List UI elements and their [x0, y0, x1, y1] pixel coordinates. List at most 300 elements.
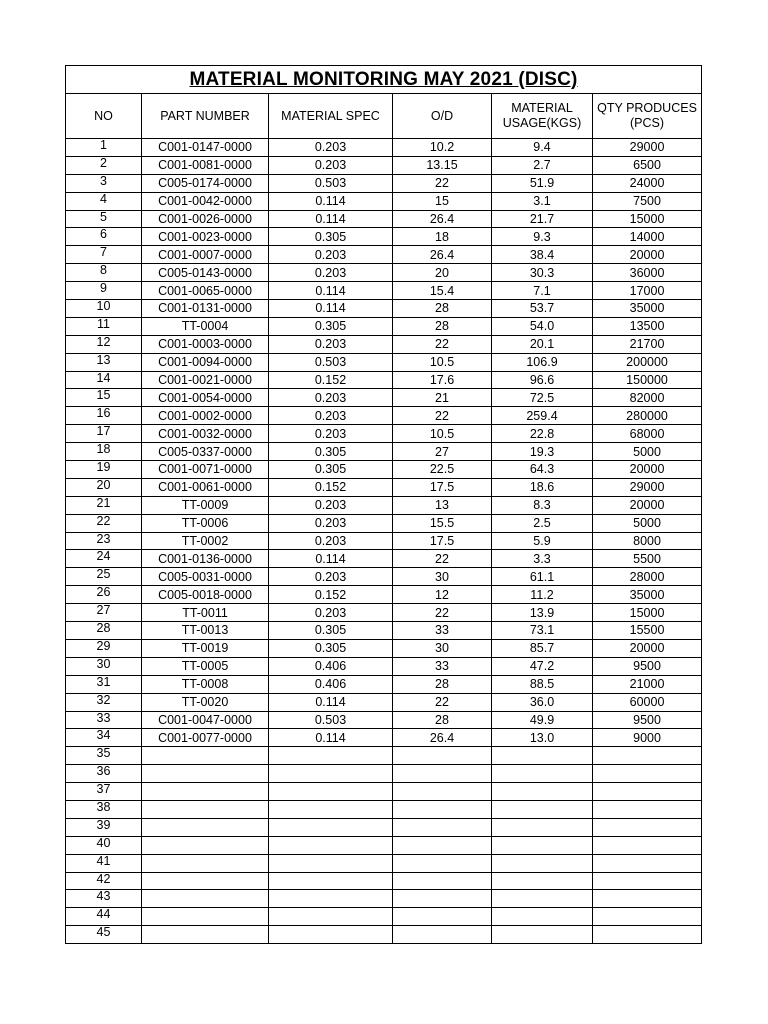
cell-material-usage: 36.0: [492, 693, 593, 711]
table-row: [66, 282, 702, 300]
cell-od: 21: [393, 389, 492, 407]
cell-no: 35: [66, 747, 142, 765]
cell-no: 20: [66, 478, 142, 496]
cell-part-number: C001-0065-0000: [142, 282, 269, 300]
cell-od: 26.4: [393, 729, 492, 747]
cell-material-spec: 0.114: [269, 192, 393, 210]
cell-material-usage: [492, 872, 593, 890]
table-row: [66, 800, 702, 818]
cell-od: 33: [393, 657, 492, 675]
cell-od: 22: [393, 174, 492, 192]
cell-qty-produces: 28000: [593, 568, 702, 586]
cell-qty-produces: 20000: [593, 461, 702, 479]
cell-part-number: [142, 747, 269, 765]
cell-material-spec: [269, 765, 393, 783]
cell-part-number: [142, 818, 269, 836]
table-row: [66, 246, 702, 264]
cell-no: 15: [66, 389, 142, 407]
cell-material-usage: 21.7: [492, 210, 593, 228]
cell-part-number: C001-0007-0000: [142, 246, 269, 264]
cell-material-spec: 0.203: [269, 425, 393, 443]
cell-material-usage: 106.9: [492, 353, 593, 371]
table-row: [66, 550, 702, 568]
cell-material-usage: 73.1: [492, 622, 593, 640]
cell-material-usage: 3.1: [492, 192, 593, 210]
cell-material-usage: 30.3: [492, 264, 593, 282]
cell-material-usage: 53.7: [492, 300, 593, 318]
cell-qty-produces: 150000: [593, 371, 702, 389]
table-row: [66, 711, 702, 729]
cell-od: [393, 890, 492, 908]
cell-qty-produces: 82000: [593, 389, 702, 407]
header-row: [66, 94, 702, 139]
cell-qty-produces: 29000: [593, 139, 702, 157]
cell-od: 27: [393, 443, 492, 461]
cell-qty-produces: 20000: [593, 639, 702, 657]
cell-material-usage: [492, 908, 593, 926]
cell-no: 26: [66, 586, 142, 604]
cell-material-spec: 0.203: [269, 407, 393, 425]
table-row: [66, 478, 702, 496]
cell-qty-produces: 13500: [593, 317, 702, 335]
cell-material-usage: 2.7: [492, 156, 593, 174]
table-row: [66, 622, 702, 640]
cell-no: 5: [66, 210, 142, 228]
cell-material-spec: 0.203: [269, 246, 393, 264]
cell-od: 30: [393, 568, 492, 586]
cell-material-spec: 0.203: [269, 514, 393, 532]
cell-part-number: C001-0026-0000: [142, 210, 269, 228]
cell-qty-produces: [593, 926, 702, 944]
cell-no: 11: [66, 317, 142, 335]
title-row: [66, 66, 702, 94]
cell-qty-produces: [593, 908, 702, 926]
table-row: [66, 765, 702, 783]
cell-no: 29: [66, 639, 142, 657]
table-row: [66, 532, 702, 550]
table-row: [66, 228, 702, 246]
cell-part-number: [142, 872, 269, 890]
cell-material-usage: 22.8: [492, 425, 593, 443]
cell-od: 13: [393, 496, 492, 514]
cell-part-number: TT-0008: [142, 675, 269, 693]
cell-no: 44: [66, 908, 142, 926]
cell-od: 22: [393, 407, 492, 425]
cell-part-number: C001-0071-0000: [142, 461, 269, 479]
table-row: [66, 389, 702, 407]
table-row: [66, 174, 702, 192]
table-row: [66, 371, 702, 389]
cell-qty-produces: 5000: [593, 514, 702, 532]
cell-no: 25: [66, 568, 142, 586]
header-material-usage-line2: USAGE(KGS): [502, 116, 582, 130]
table-row: [66, 818, 702, 836]
cell-qty-produces: 5500: [593, 550, 702, 568]
cell-qty-produces: 9000: [593, 729, 702, 747]
cell-material-spec: 0.203: [269, 264, 393, 282]
cell-no: 32: [66, 693, 142, 711]
cell-material-usage: [492, 783, 593, 801]
cell-part-number: C001-0002-0000: [142, 407, 269, 425]
cell-qty-produces: [593, 890, 702, 908]
cell-part-number: [142, 854, 269, 872]
table-row: [66, 461, 702, 479]
cell-material-spec: [269, 800, 393, 818]
table-body: [66, 139, 702, 944]
cell-material-spec: 0.203: [269, 139, 393, 157]
table-row: [66, 926, 702, 944]
cell-no: 6: [66, 228, 142, 246]
cell-material-usage: [492, 747, 593, 765]
cell-material-usage: 64.3: [492, 461, 593, 479]
cell-no: 31: [66, 675, 142, 693]
cell-part-number: TT-0002: [142, 532, 269, 550]
table-row: [66, 156, 702, 174]
cell-qty-produces: 20000: [593, 496, 702, 514]
cell-od: 10.5: [393, 425, 492, 443]
cell-material-spec: 0.114: [269, 210, 393, 228]
cell-material-usage: 7.1: [492, 282, 593, 300]
cell-no: 7: [66, 246, 142, 264]
cell-od: 28: [393, 300, 492, 318]
cell-material-spec: [269, 854, 393, 872]
cell-part-number: C001-0081-0000: [142, 156, 269, 174]
cell-material-spec: 0.114: [269, 729, 393, 747]
table-row: [66, 854, 702, 872]
cell-material-spec: 0.406: [269, 657, 393, 675]
cell-no: 28: [66, 622, 142, 640]
cell-material-usage: [492, 926, 593, 944]
cell-no: 19: [66, 461, 142, 479]
cell-no: 23: [66, 532, 142, 550]
cell-qty-produces: [593, 836, 702, 854]
cell-part-number: C001-0023-0000: [142, 228, 269, 246]
table-row: [66, 675, 702, 693]
cell-material-spec: 0.305: [269, 228, 393, 246]
cell-material-usage: [492, 854, 593, 872]
cell-material-usage: 5.9: [492, 532, 593, 550]
cell-part-number: TT-0020: [142, 693, 269, 711]
cell-no: 41: [66, 854, 142, 872]
cell-material-spec: 0.152: [269, 478, 393, 496]
cell-material-spec: 0.203: [269, 389, 393, 407]
cell-qty-produces: 21700: [593, 335, 702, 353]
cell-material-usage: 96.6: [492, 371, 593, 389]
header-qty-produces-line2: (PCS): [630, 116, 665, 130]
cell-no: 13: [66, 353, 142, 371]
cell-qty-produces: 7500: [593, 192, 702, 210]
cell-material-usage: 2.5: [492, 514, 593, 532]
cell-material-spec: [269, 818, 393, 836]
cell-part-number: C001-0131-0000: [142, 300, 269, 318]
table-row: [66, 890, 702, 908]
cell-no: 38: [66, 800, 142, 818]
table-row: [66, 335, 702, 353]
cell-material-spec: 0.406: [269, 675, 393, 693]
cell-no: 16: [66, 407, 142, 425]
table-row: [66, 747, 702, 765]
cell-part-number: C001-0021-0000: [142, 371, 269, 389]
cell-material-spec: 0.114: [269, 693, 393, 711]
header-no: NO: [66, 94, 142, 139]
cell-part-number: C001-0077-0000: [142, 729, 269, 747]
cell-od: 28: [393, 317, 492, 335]
cell-no: 45: [66, 926, 142, 944]
header-material-usage: [492, 94, 593, 139]
cell-material-usage: 54.0: [492, 317, 593, 335]
cell-no: 1: [66, 139, 142, 157]
cell-part-number: [142, 908, 269, 926]
cell-od: [393, 872, 492, 890]
table-row: [66, 836, 702, 854]
cell-material-usage: 85.7: [492, 639, 593, 657]
cell-part-number: C005-0031-0000: [142, 568, 269, 586]
header-od: O/D: [393, 94, 492, 139]
header-part-number: PART NUMBER: [142, 94, 269, 139]
cell-od: 15.5: [393, 514, 492, 532]
cell-qty-produces: 200000: [593, 353, 702, 371]
cell-qty-produces: 9500: [593, 657, 702, 675]
cell-od: 15.4: [393, 282, 492, 300]
cell-qty-produces: 17000: [593, 282, 702, 300]
cell-qty-produces: 6500: [593, 156, 702, 174]
cell-material-spec: 0.503: [269, 174, 393, 192]
cell-material-usage: 18.6: [492, 478, 593, 496]
cell-material-usage: 19.3: [492, 443, 593, 461]
cell-material-spec: 0.305: [269, 317, 393, 335]
cell-material-spec: 0.203: [269, 568, 393, 586]
cell-part-number: C005-0143-0000: [142, 264, 269, 282]
cell-part-number: TT-0004: [142, 317, 269, 335]
cell-part-number: [142, 765, 269, 783]
cell-od: [393, 836, 492, 854]
cell-qty-produces: 29000: [593, 478, 702, 496]
cell-material-usage: 11.2: [492, 586, 593, 604]
cell-no: 42: [66, 872, 142, 890]
cell-part-number: TT-0011: [142, 604, 269, 622]
cell-part-number: C001-0047-0000: [142, 711, 269, 729]
cell-material-spec: [269, 783, 393, 801]
cell-material-spec: [269, 908, 393, 926]
table-row: [66, 657, 702, 675]
cell-part-number: C001-0042-0000: [142, 192, 269, 210]
cell-qty-produces: 8000: [593, 532, 702, 550]
cell-material-spec: 0.305: [269, 639, 393, 657]
cell-material-usage: 20.1: [492, 335, 593, 353]
table-row: [66, 639, 702, 657]
cell-material-spec: [269, 890, 393, 908]
cell-od: [393, 765, 492, 783]
cell-no: 30: [66, 657, 142, 675]
cell-no: 17: [66, 425, 142, 443]
table-row: [66, 604, 702, 622]
cell-no: 33: [66, 711, 142, 729]
table-row: [66, 514, 702, 532]
cell-qty-produces: 280000: [593, 407, 702, 425]
cell-qty-produces: 24000: [593, 174, 702, 192]
cell-no: 2: [66, 156, 142, 174]
cell-od: 12: [393, 586, 492, 604]
cell-material-spec: 0.203: [269, 604, 393, 622]
cell-part-number: [142, 890, 269, 908]
cell-material-spec: 0.305: [269, 443, 393, 461]
cell-part-number: TT-0019: [142, 639, 269, 657]
cell-od: 22: [393, 604, 492, 622]
cell-od: 20: [393, 264, 492, 282]
cell-material-spec: 0.305: [269, 461, 393, 479]
cell-part-number: TT-0013: [142, 622, 269, 640]
cell-od: 28: [393, 675, 492, 693]
cell-no: 27: [66, 604, 142, 622]
cell-od: [393, 818, 492, 836]
cell-no: 8: [66, 264, 142, 282]
cell-od: 33: [393, 622, 492, 640]
cell-od: [393, 783, 492, 801]
cell-no: 43: [66, 890, 142, 908]
cell-material-spec: 0.114: [269, 282, 393, 300]
material-monitoring-table: [65, 65, 702, 944]
cell-material-usage: [492, 836, 593, 854]
cell-qty-produces: 60000: [593, 693, 702, 711]
cell-material-spec: 0.152: [269, 371, 393, 389]
sheet-title: MATERIAL MONITORING MAY 2021 (DISC): [66, 66, 702, 94]
cell-material-usage: [492, 890, 593, 908]
header-material-usage-line1: MATERIAL: [511, 101, 573, 115]
cell-qty-produces: [593, 765, 702, 783]
cell-no: 34: [66, 729, 142, 747]
cell-no: 12: [66, 335, 142, 353]
cell-material-usage: 61.1: [492, 568, 593, 586]
cell-part-number: [142, 783, 269, 801]
cell-material-spec: 0.114: [269, 550, 393, 568]
cell-material-usage: 88.5: [492, 675, 593, 693]
cell-material-spec: [269, 747, 393, 765]
cell-qty-produces: 35000: [593, 586, 702, 604]
cell-qty-produces: [593, 872, 702, 890]
table-row: [66, 407, 702, 425]
table-row: [66, 872, 702, 890]
table-row: [66, 353, 702, 371]
cell-od: [393, 747, 492, 765]
cell-material-usage: [492, 800, 593, 818]
table-row: [66, 192, 702, 210]
cell-part-number: C005-0174-0000: [142, 174, 269, 192]
cell-material-usage: 72.5: [492, 389, 593, 407]
cell-no: 36: [66, 765, 142, 783]
cell-od: 28: [393, 711, 492, 729]
cell-qty-produces: [593, 854, 702, 872]
cell-material-usage: 13.9: [492, 604, 593, 622]
cell-od: 26.4: [393, 210, 492, 228]
cell-no: 40: [66, 836, 142, 854]
cell-qty-produces: 35000: [593, 300, 702, 318]
table-row: [66, 264, 702, 282]
table-row: [66, 425, 702, 443]
cell-qty-produces: 14000: [593, 228, 702, 246]
cell-material-usage: 13.0: [492, 729, 593, 747]
cell-od: 22: [393, 335, 492, 353]
cell-od: 15: [393, 192, 492, 210]
cell-od: 26.4: [393, 246, 492, 264]
cell-material-usage: 51.9: [492, 174, 593, 192]
cell-qty-produces: [593, 800, 702, 818]
cell-material-spec: 0.203: [269, 532, 393, 550]
cell-part-number: C005-0018-0000: [142, 586, 269, 604]
header-qty-produces: [593, 94, 702, 139]
cell-part-number: C001-0032-0000: [142, 425, 269, 443]
cell-material-spec: 0.114: [269, 300, 393, 318]
cell-material-spec: [269, 872, 393, 890]
cell-material-spec: [269, 926, 393, 944]
cell-qty-produces: 15500: [593, 622, 702, 640]
header-qty-produces-line1: QTY PRODUCES: [597, 101, 697, 115]
cell-od: 17.6: [393, 371, 492, 389]
cell-qty-produces: 15000: [593, 210, 702, 228]
header-material-spec: MATERIAL SPEC: [269, 94, 393, 139]
cell-part-number: C001-0147-0000: [142, 139, 269, 157]
cell-material-usage: 9.3: [492, 228, 593, 246]
cell-part-number: TT-0005: [142, 657, 269, 675]
cell-qty-produces: 15000: [593, 604, 702, 622]
table-row: [66, 317, 702, 335]
cell-material-usage: 38.4: [492, 246, 593, 264]
cell-material-spec: 0.203: [269, 496, 393, 514]
cell-material-spec: [269, 836, 393, 854]
cell-od: [393, 854, 492, 872]
cell-qty-produces: 36000: [593, 264, 702, 282]
table-row: [66, 139, 702, 157]
cell-no: 22: [66, 514, 142, 532]
cell-qty-produces: [593, 783, 702, 801]
cell-no: 4: [66, 192, 142, 210]
cell-material-usage: [492, 765, 593, 783]
cell-od: 22: [393, 693, 492, 711]
cell-od: [393, 908, 492, 926]
cell-material-usage: 9.4: [492, 139, 593, 157]
cell-material-spec: 0.203: [269, 156, 393, 174]
cell-part-number: [142, 800, 269, 818]
cell-material-usage: [492, 818, 593, 836]
cell-qty-produces: 5000: [593, 443, 702, 461]
cell-material-spec: 0.152: [269, 586, 393, 604]
table-row: [66, 729, 702, 747]
cell-od: 17.5: [393, 532, 492, 550]
cell-material-usage: 49.9: [492, 711, 593, 729]
cell-od: [393, 926, 492, 944]
cell-od: 10.2: [393, 139, 492, 157]
table-row: [66, 586, 702, 604]
cell-od: 22.5: [393, 461, 492, 479]
cell-part-number: C001-0054-0000: [142, 389, 269, 407]
cell-od: 18: [393, 228, 492, 246]
cell-part-number: C001-0094-0000: [142, 353, 269, 371]
cell-part-number: TT-0009: [142, 496, 269, 514]
cell-material-usage: 3.3: [492, 550, 593, 568]
cell-part-number: [142, 926, 269, 944]
table-row: [66, 300, 702, 318]
table-row: [66, 210, 702, 228]
cell-od: 10.5: [393, 353, 492, 371]
cell-part-number: C005-0337-0000: [142, 443, 269, 461]
table-row: [66, 783, 702, 801]
cell-material-spec: 0.503: [269, 711, 393, 729]
cell-part-number: C001-0136-0000: [142, 550, 269, 568]
cell-no: 14: [66, 371, 142, 389]
cell-qty-produces: 68000: [593, 425, 702, 443]
cell-material-spec: 0.203: [269, 335, 393, 353]
cell-od: [393, 800, 492, 818]
cell-no: 24: [66, 550, 142, 568]
